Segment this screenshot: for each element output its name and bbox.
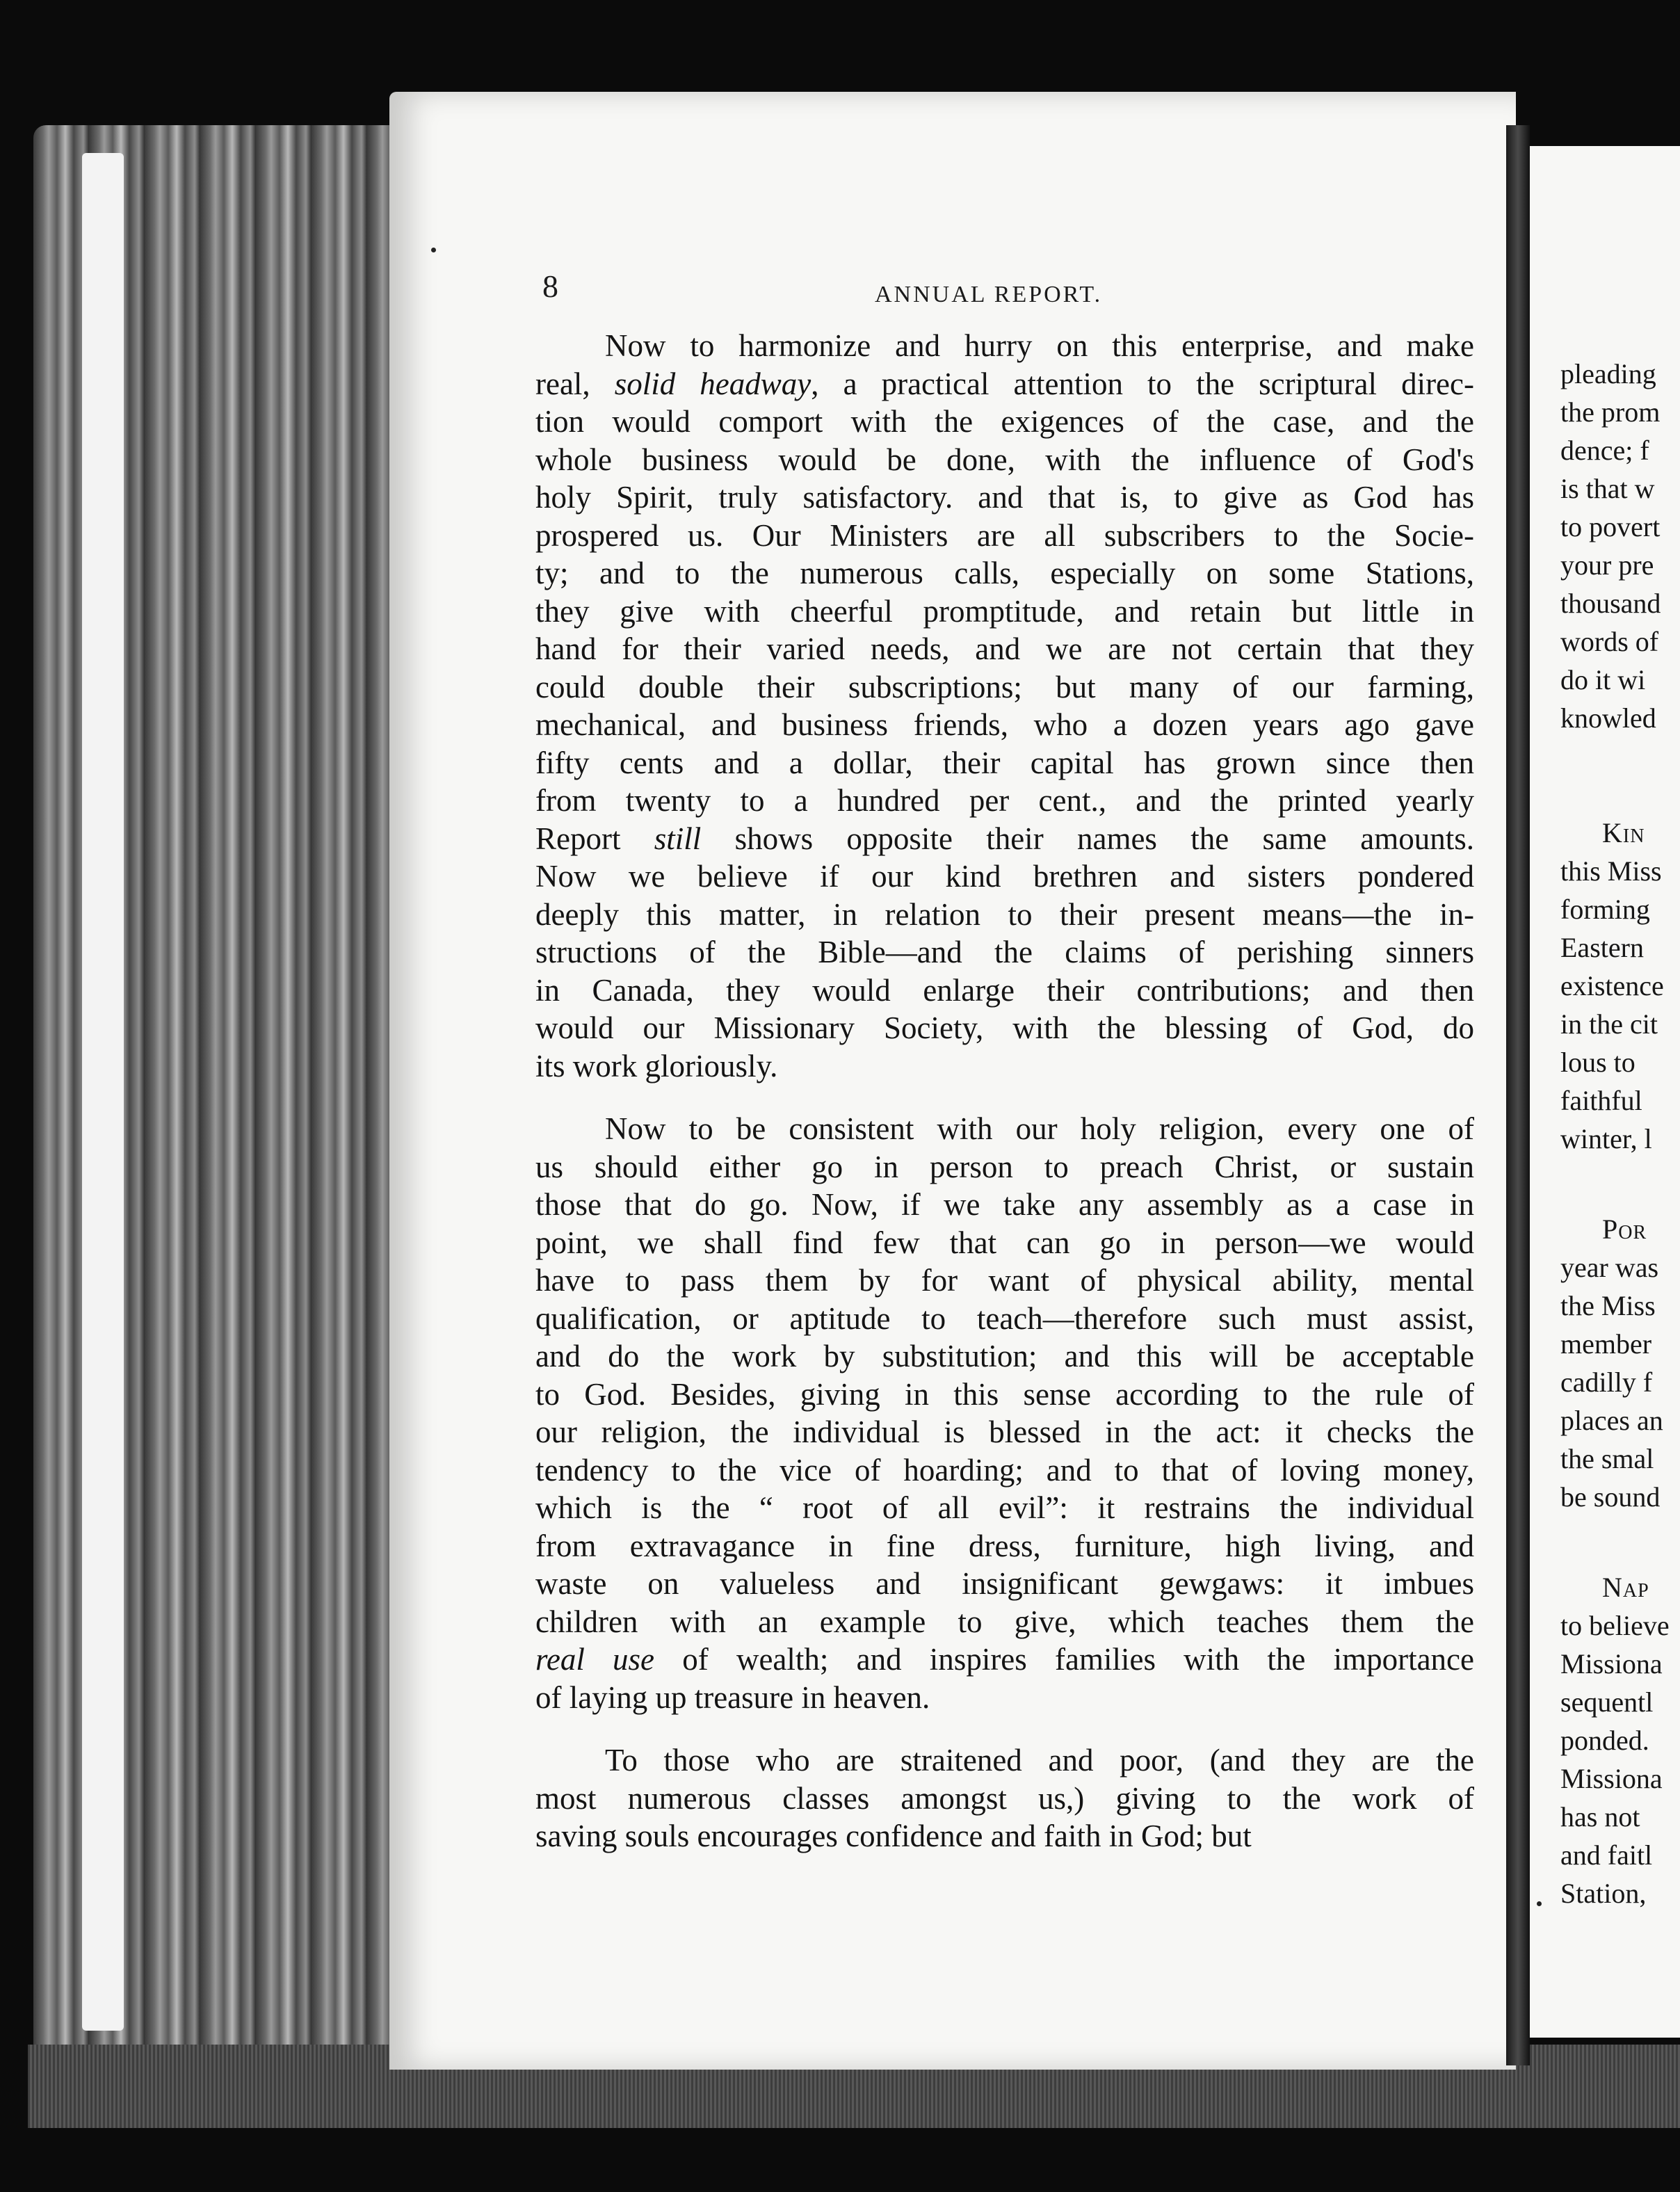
text-line: and do the work by substitution; and this will be acceptable — [535, 1339, 1474, 1373]
text-line: mechanical, and business friends, who a dozen years ago gave — [535, 707, 1474, 742]
facing-text-line: places an — [1560, 1405, 1663, 1436]
facing-text-line: sequentl — [1560, 1686, 1654, 1718]
facing-text-line: Eastern — [1560, 932, 1644, 963]
facing-text-line: forming — [1560, 894, 1650, 925]
paragraph — [535, 1741, 1474, 1855]
facing-text-line: thousand — [1560, 588, 1661, 619]
text-line: waste on valueless and insignificant gewgaws: it imbues — [535, 1566, 1474, 1601]
facing-page — [1530, 146, 1680, 2038]
facing-text-line: existence — [1560, 970, 1664, 1001]
facing-text-line: be sound — [1560, 1481, 1661, 1513]
text-line: tion would comport with the exigences of the case, and the — [535, 404, 1474, 439]
facing-text-line: your pre — [1560, 549, 1654, 581]
facing-text-line: is that w — [1560, 473, 1655, 504]
facing-text-line: knowled — [1560, 702, 1656, 734]
page-number: 8 — [542, 268, 558, 304]
facing-text-line: year was — [1560, 1252, 1659, 1283]
text-line: real, solid headway, a practical attention to the scriptural direc- — [535, 366, 1474, 401]
text-line: which is the “ root of all evil”: it restrains the individual — [535, 1490, 1474, 1525]
page-edge-strip — [82, 153, 124, 2031]
text-line: fifty cents and a dollar, their capital has grown since then — [535, 745, 1474, 780]
facing-section-heading: Nap — [1602, 1572, 1649, 1603]
text-line: most numerous classes amongst us,) giving to the work of — [535, 1780, 1474, 1816]
facing-text-line: pleading — [1560, 358, 1656, 389]
text-line: us should either go in person to preach Christ, or sustain — [535, 1149, 1474, 1184]
facing-text-line: this Miss — [1560, 855, 1662, 887]
facing-text-line: member — [1560, 1328, 1652, 1360]
text-line: To those who are straitened and poor, (and they are the — [605, 1743, 1474, 1778]
book-gutter — [1506, 125, 1530, 2065]
facing-text-line: Missiona — [1560, 1763, 1663, 1794]
facing-text-line: Station, — [1560, 1878, 1647, 1909]
text-line: saving souls encourages confidence and faith in God; but — [535, 1819, 1252, 1853]
facing-text-line: cadilly f — [1560, 1367, 1653, 1398]
facing-text-line: has not — [1560, 1801, 1640, 1832]
page-body — [535, 327, 1474, 1855]
facing-text-line: to believe — [1560, 1610, 1670, 1641]
book-fore-edge — [33, 125, 409, 2058]
facing-page-text — [1560, 355, 1670, 1912]
paragraph — [535, 327, 1474, 1085]
text-line: structions of the Bible—and the claims of perishing sinners — [535, 935, 1474, 969]
text-line: they give with cheerful promptitude, and retain but little in — [535, 593, 1474, 629]
facing-text-line: the smal — [1560, 1443, 1654, 1474]
text-line: from extravagance in fine dress, furniture, high living, and — [535, 1528, 1474, 1563]
facing-section-heading: Kin — [1602, 817, 1645, 848]
text-line: have to pass them by for want of physical ability, mental — [535, 1263, 1474, 1298]
text-line: hand for their varied needs, and we are not certain that they — [535, 631, 1474, 666]
facing-text-line: ponded. — [1560, 1725, 1649, 1756]
running-head: ANNUAL REPORT. — [875, 282, 1103, 307]
facing-text-line: the Miss — [1560, 1290, 1656, 1321]
facing-text-line: faithful — [1560, 1085, 1642, 1116]
text-line: would our Missionary Society, with the blessing of God, do — [535, 1010, 1474, 1045]
text-line: point, we shall find few that can go in person—we would — [535, 1225, 1474, 1260]
paragraph — [535, 1110, 1474, 1716]
text-line: holy Spirit, truly satisfactory. and that is, to give as God has — [535, 480, 1474, 515]
facing-text-line: Missiona — [1560, 1648, 1663, 1679]
facing-text-line: and faitl — [1560, 1839, 1653, 1871]
facing-text-line: lous to — [1560, 1047, 1635, 1078]
page-speck — [431, 248, 436, 252]
facing-text-line: the prom — [1560, 396, 1661, 428]
text-line: its work gloriously. — [535, 1048, 778, 1083]
text-line: Report still shows opposite their names the same amounts. — [535, 821, 1474, 856]
facing-text-line: to povert — [1560, 511, 1661, 542]
text-line: tendency to the vice of hoarding; and to that of loving money, — [535, 1452, 1474, 1488]
facing-text-line: words of — [1560, 626, 1659, 657]
text-line: deeply this matter, in relation to their present means—the in- — [535, 896, 1474, 932]
text-line: those that do go. Now, if we take any assembly as a case in — [535, 1187, 1474, 1222]
text-line: Now to be consistent with our holy religion, every one of — [605, 1111, 1474, 1146]
text-line: to God. Besides, giving in this sense according to the rule of — [535, 1376, 1474, 1412]
text-line: prospered us. Our Ministers are all subscribers to the Socie- — [535, 517, 1474, 553]
facing-section-heading: Por — [1602, 1214, 1647, 1245]
text-line: Now to harmonize and hurry on this enterprise, and make — [605, 328, 1474, 363]
text-line: from twenty to a hundred per cent., and the printed yearly — [535, 783, 1474, 818]
text-line: real use of wealth; and inspires families with the importance — [535, 1642, 1474, 1677]
text-line: children with an example to give, which teaches them the — [535, 1604, 1474, 1639]
text-line: ty; and to the numerous calls, especially on some Stations, — [535, 556, 1474, 590]
text-line: in Canada, they would enlarge their contributions; and then — [535, 972, 1474, 1008]
text-line: qualification, or aptitude to teach—therefore such must assist, — [535, 1300, 1474, 1336]
text-line: our religion, the individual is blessed in the act: it checks the — [535, 1415, 1474, 1449]
text-line: Now we believe if our kind brethren and sisters pondered — [535, 859, 1474, 894]
facing-text-line: dence; f — [1560, 435, 1649, 466]
page-speck — [1537, 1901, 1542, 1906]
text-line: could double their subscriptions; but many of our farming, — [535, 669, 1474, 704]
facing-text-line: in the cit — [1560, 1008, 1658, 1040]
text-line: whole business would be done, with the influence of God's — [535, 442, 1474, 477]
facing-text-line: winter, l — [1560, 1123, 1652, 1154]
facing-text-line: do it wi — [1560, 664, 1646, 695]
text-line: of laying up treasure in heaven. — [535, 1679, 930, 1715]
